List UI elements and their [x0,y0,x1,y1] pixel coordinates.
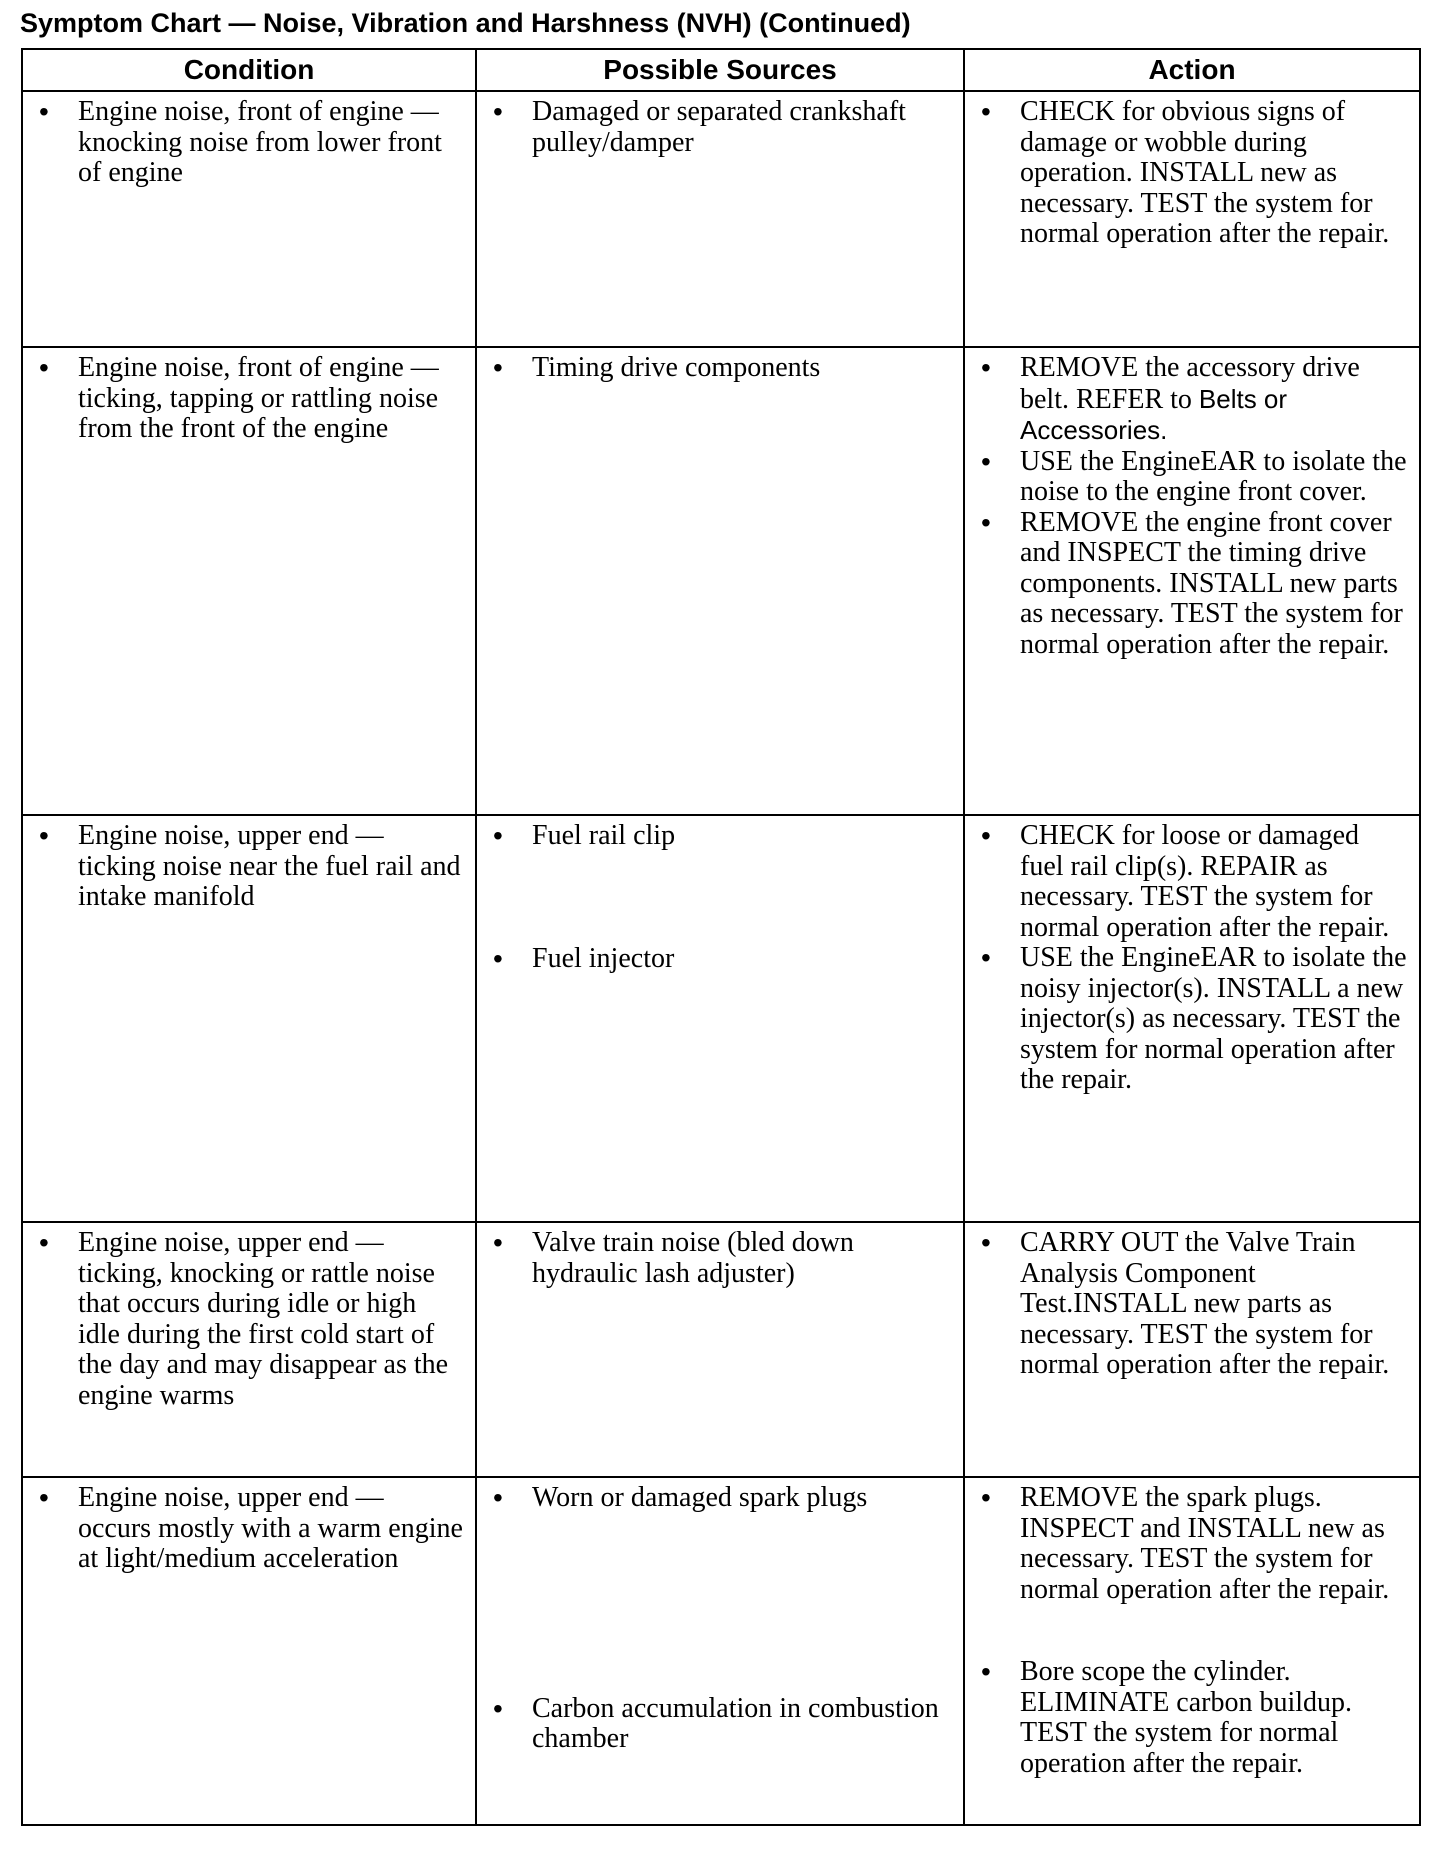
source-item: • Carbon accumulation in combustion chamber [477,1694,963,1755]
condition-text: • Engine noise, upper end — ticking noise near the fuel rail and intake manifold [23,821,475,913]
source-spacer [477,1514,963,1694]
symptom-chart-table [21,48,1421,1826]
header-possible-sources: Possible Sources [476,49,964,91]
condition-text: • Engine noise, front of engine — knocking noise from lower front of engine [23,97,475,189]
condition-text: • Engine noise, front of engine — ticking, tapping or rattling noise from the front of the engine [23,353,475,445]
source-item: • Valve train noise (bled down hydraulic lash adjuster) [477,1228,963,1289]
action-item: • REMOVE the spark plugs. INSPECT and INSTALL new as necessary. TEST the system for normal operation after the repair. [965,1483,1419,1605]
condition-cell [22,815,476,1222]
action-cell [964,815,1420,1222]
action-item [965,353,1419,447]
table-row [22,347,1420,815]
action-text-tail: . [1160,415,1168,445]
action-spacer [965,1605,1419,1657]
source-item: • Damaged or separated crankshaft pulley/damper [477,97,963,158]
sources-cell [476,1477,964,1825]
source-item: • Fuel rail clip [477,821,963,852]
action-item: • CARRY OUT the Valve Train Analysis Component Test.INSTALL new parts as necessary. TEST the system for normal operation after the repair. [965,1228,1419,1381]
action-reference: Belts or Accessories [1020,383,1288,445]
source-item: • Timing drive components [477,353,963,384]
action-text: REMOVE the accessory drive belt. REFER to [1020,352,1360,415]
condition-cell [22,1477,476,1825]
sources-cell [476,347,964,815]
action-item: • CHECK for loose or damaged fuel rail clip(s). REPAIR as necessary. TEST the system for normal operation after the repair. [965,821,1419,943]
source-item: • Fuel injector [477,944,963,975]
action-cell [964,1477,1420,1825]
condition-cell [22,91,476,347]
sources-cell [476,91,964,347]
action-cell [964,91,1420,347]
table-row [22,1477,1420,1825]
table-row [22,91,1420,347]
table-row [22,815,1420,1222]
condition-cell [22,1222,476,1477]
condition-text: • Engine noise, upper end — occurs mostly with a warm engine at light/medium acceleration [23,1483,475,1575]
sources-cell [476,815,964,1222]
action-cell [964,1222,1420,1477]
action-item: • CHECK for obvious signs of damage or wobble during operation. INSTALL new as necessary. TEST the system for normal operation after the repair. [965,97,1419,250]
action-cell [964,347,1420,815]
sources-cell [476,1222,964,1477]
header-condition: Condition [22,49,476,91]
action-item: • REMOVE the engine front cover and INSPECT the timing drive components. INSTALL new parts as necessary. TEST the system for normal operation after the repair. [965,508,1419,661]
action-item: • USE the EngineEAR to isolate the noise to the engine front cover. [965,447,1419,508]
action-item: • USE the EngineEAR to isolate the noisy injector(s). INSTALL a new injector(s) as necessary. TEST the system for normal operation after the repair. [965,943,1419,1096]
header-row [22,49,1420,91]
condition-cell [22,347,476,815]
page-title: Symptom Chart — Noise, Vibration and Harshness (NVH) (Continued) [20,8,911,38]
condition-text: • Engine noise, upper end — ticking, knocking or rattle noise that occurs during idle or high idle during the first cold start of the day and may disappear as the engine warms [23,1228,475,1411]
action-item: • Bore scope the cylinder. ELIMINATE carbon buildup. TEST the system for normal operation after the repair. [965,1657,1419,1779]
header-action: Action [964,49,1420,91]
source-item: • Worn or damaged spark plugs [477,1483,963,1514]
table-row [22,1222,1420,1477]
source-spacer [477,852,963,944]
